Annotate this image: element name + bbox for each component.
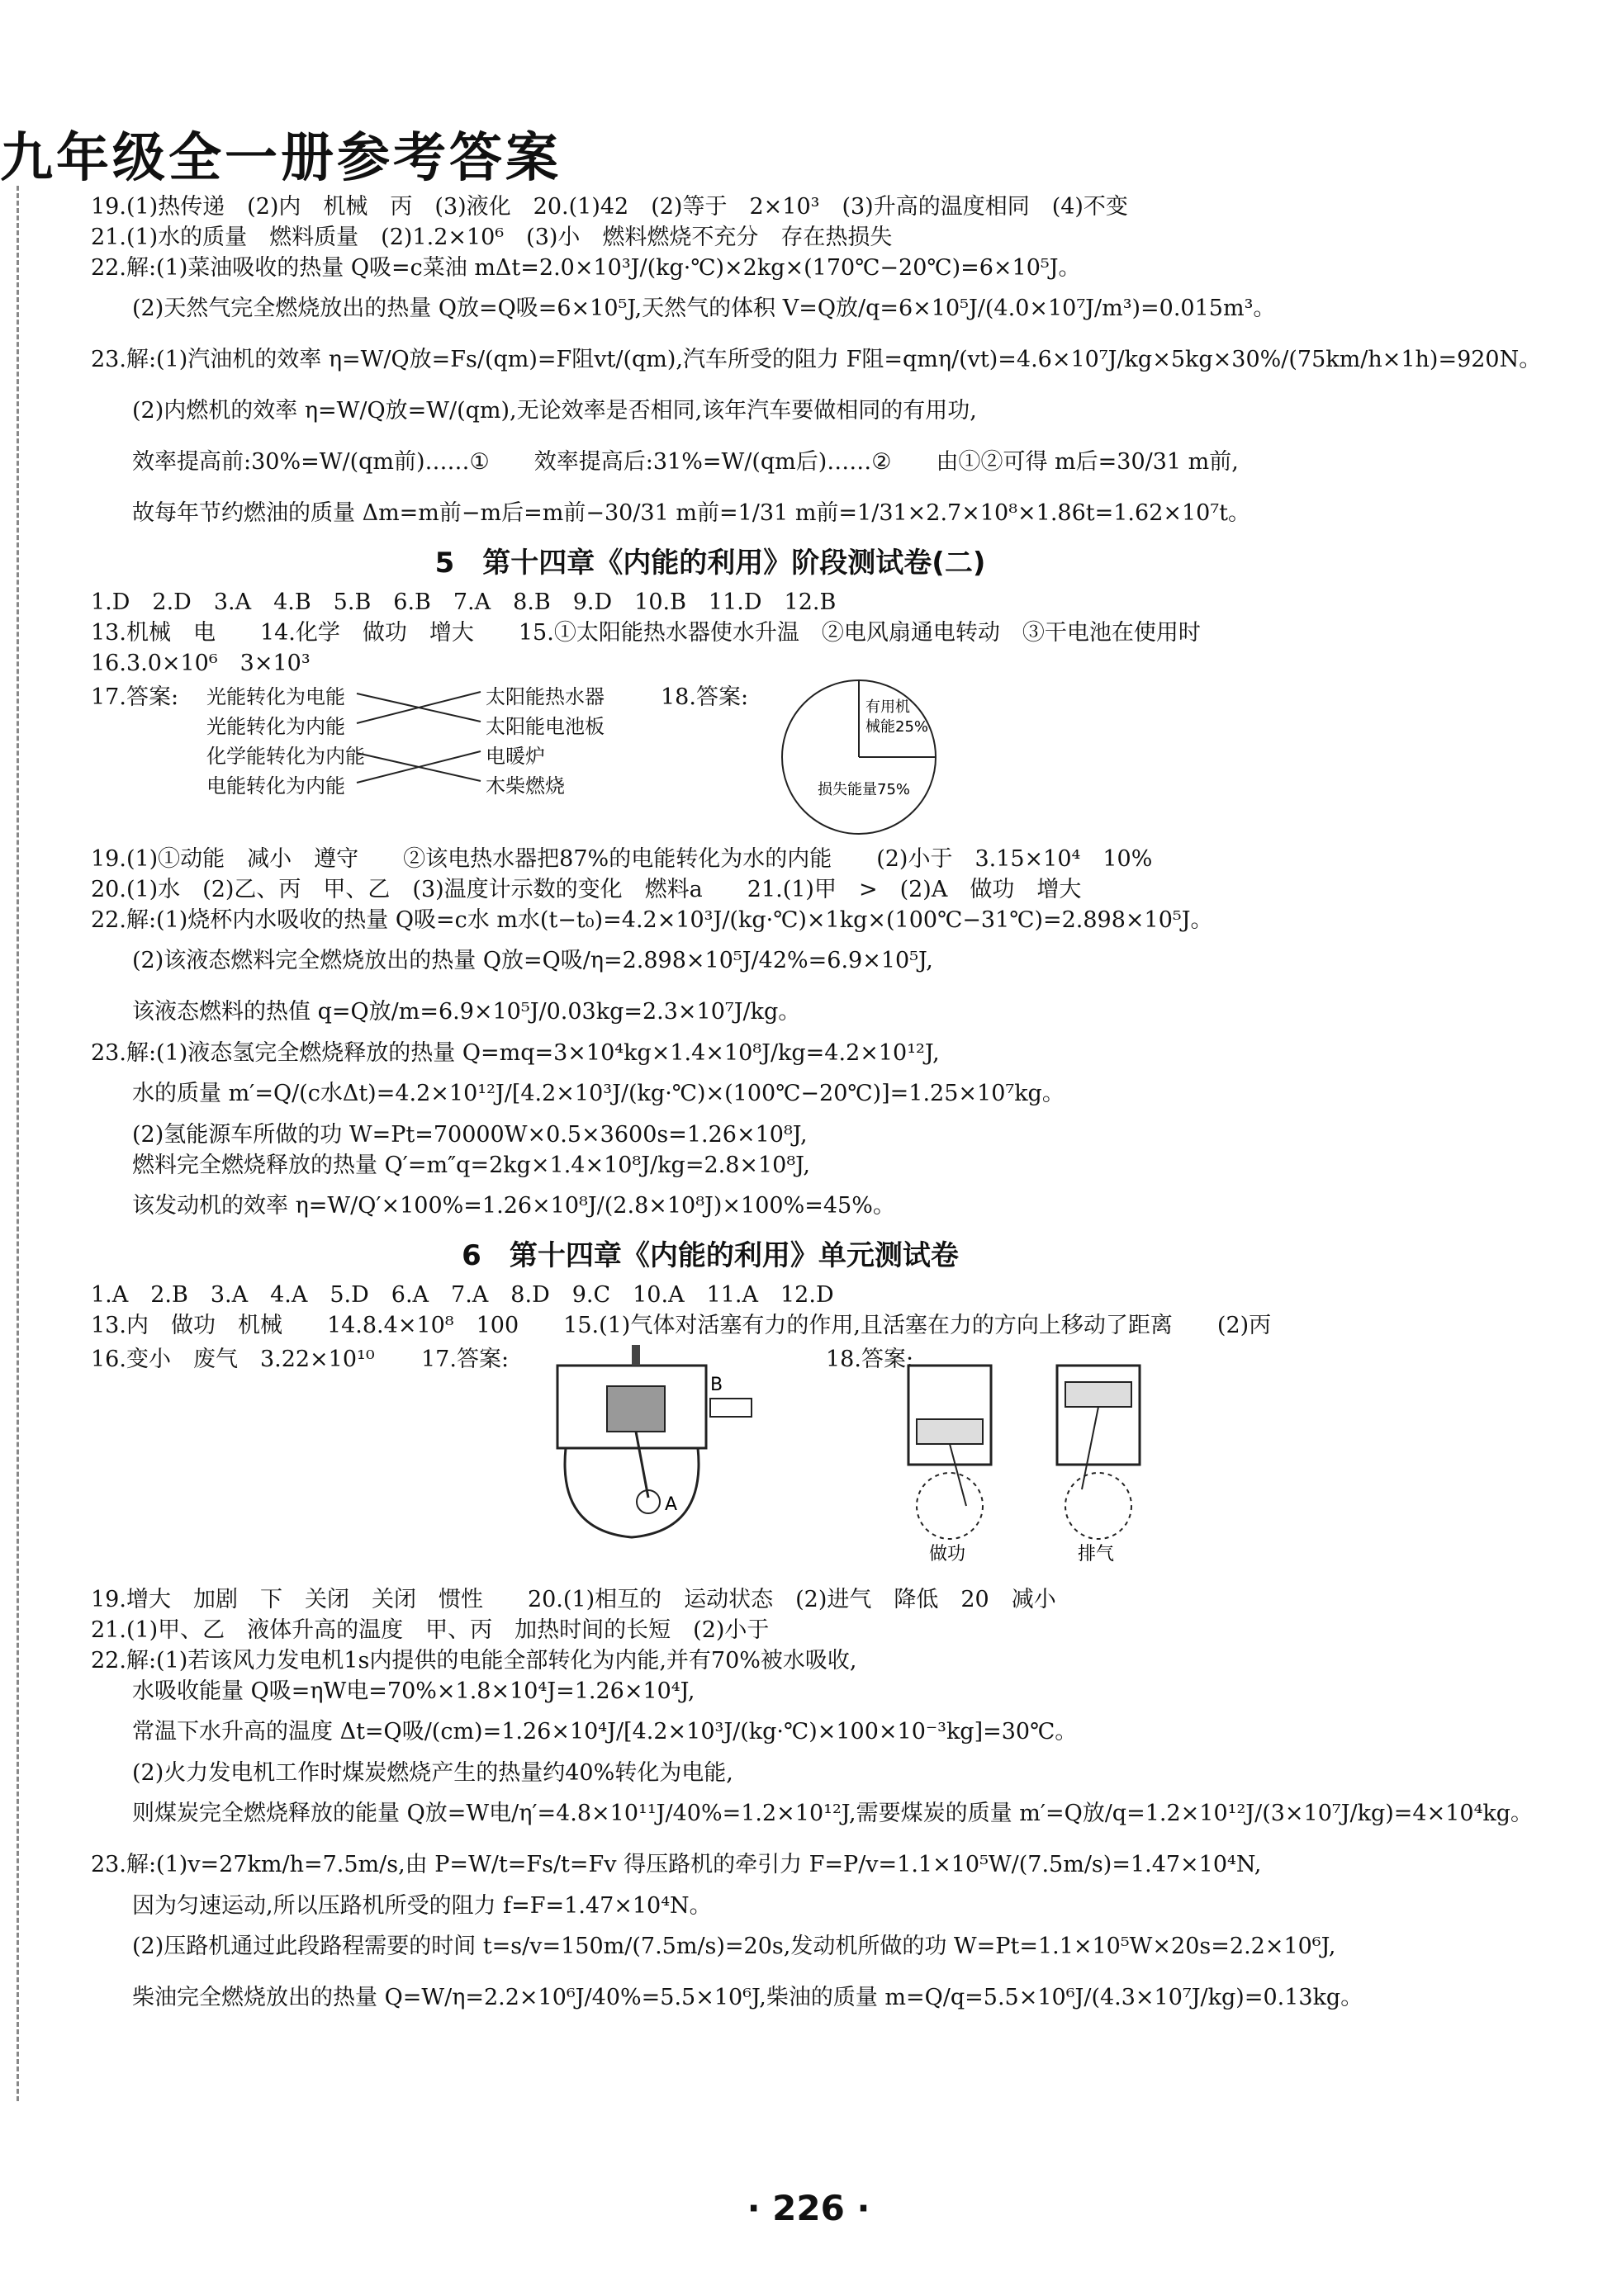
answer-line: 水吸收能量 Q吸=ηW电=70%×1.8×10⁴J=1.26×10⁴J, [132,1678,695,1704]
q17-right-item: 太阳能热水器 [486,685,605,708]
figure-row-q17-q18 [91,679,1577,844]
power-stroke [908,1366,991,1565]
answer-line: 故每年节约燃油的质量 Δm=m前−m后=m前−30/31 m前=1/31 m前=1/31×2.7×10⁸×1.86t=1.62×10⁷t。 [132,500,1251,526]
connecting-rod [636,1432,648,1498]
answer-line: 19.(1)热传递 (2)内 机械 丙 (3)液化 20.(1)42 (2)等于 2×10³ (3)升高的温度相同 (4)不变 [91,194,1128,220]
section-title: 6 第十四章《内能的利用》单元测试卷 [462,1239,959,1272]
q18-pie-chart [760,679,974,844]
q17-right-item: 电暖炉 [486,745,545,768]
answer-line: 23.解:(1)汽油机的效率 η=W/Q放=Fs/(qm)=F阻vt/(qm),汽车所受的阻力 F阻=qmη/(vt)=4.6×10⁷J/kg×5kg×30%/(75km/h×1h)=920N。 [91,347,1542,372]
answer-line: 19.(1)①动能 减小 遵守 ②该电热水器把87%的电能转化为水的内能 (2)小于 3.15×10⁴ 10% [91,846,1153,872]
answer-line: 1.D 2.D 3.A 4.B 5.B 6.B 7.A 8.B 9.D 10.B 11.D 12.B [91,589,837,615]
answer-line: 13.机械 电 14.化学 做功 增大 15.①太阳能热水器使水升温 ②电风扇通电转动 ③干电池在使用时 [91,620,1201,646]
answer-line: (2)该液态燃料完全燃烧放出的热量 Q放=Q吸/η=2.898×10⁵J/42%=6.9×10⁵J, [132,948,933,973]
mark-b: B [710,1375,723,1395]
answer-line: 22.解:(1)菜油吸收的热量 Q吸=c菜油 mΔt=2.0×10³J/(kg·℃)×2kg×(170℃−20℃)=6×10⁵J。 [91,255,1081,281]
caption-exhaust: 排气 [1078,1544,1115,1565]
answer-line: 23.解:(1)液态氢完全燃烧释放的热量 Q=mq=3×10⁴kg×1.4×10⁸J/kg=4.2×10¹²J, [91,1040,940,1066]
q17-left-item: 光能转化为内能 [206,715,345,738]
spark-plug [632,1345,640,1366]
answer-line: 该液态燃料的热值 q=Q放/m=6.9×10⁵J/0.03kg=2.3×10⁷J/kg。 [132,999,801,1025]
answer-line: 因为匀速运动,所以压路机所受的阻力 f=F=1.47×10⁴N。 [132,1893,712,1919]
engine-strokes-diagram [884,1341,1164,1584]
caption-power: 做功 [929,1544,966,1565]
q18b-label: 18.答案: [826,1347,914,1372]
crankcase [565,1448,699,1537]
q17-left-item: 电能转化为内能 [206,774,345,798]
answer-line: 22.解:(1)烧杯内水吸收的热量 Q吸=c水 m水(t−t₀)=4.2×10³J/(kg·℃)×1kg×(100℃−31℃)=2.898×10⁵J。 [91,907,1213,933]
answer-line: 21.(1)甲、乙 液体升高的温度 甲、丙 加热时间的长短 (2)小于 [91,1617,770,1643]
answer-line: 1.A 2.B 3.A 4.A 5.D 6.A 7.A 8.D 9.C 10.A 11.A 12.D [91,1282,834,1308]
answer-line: 效率提高前:30%=W/(qm前)……① 效率提高后:31%=W/(qm后)……② 由①②可得 m后=30/31 m前, [132,449,1239,475]
pie-slice-label-useful: 有用机械能25% [865,698,929,736]
piston [607,1386,665,1432]
answer-line: (2)火力发电机工作时煤炭燃烧产生的热量约40%转化为电能, [132,1760,733,1786]
answer-line: 19.增大 加剧 下 关闭 关闭 惯性 20.(1)相互的 运动状态 (2)进气 降低 20 减小 [91,1587,1056,1612]
exhaust-stroke [1057,1366,1140,1565]
mark-a: A [665,1494,678,1515]
answer-line: 22.解:(1)若该风力发电机1s内提供的电能全部转化为内能,并有70%被水吸收, [91,1648,857,1673]
answer-line: 则煤炭完全燃烧释放的能量 Q放=W电/η′=4.8×10¹¹J/40%=1.2×10¹²J,需要煤炭的质量 m′=Q放/q=1.2×10¹²J/(3×10⁷J/kg)=4×10⁴kg。 [132,1801,1534,1826]
answer-line: (2)氢能源车所做的功 W=Pt=70000W×0.5×3600s=1.26×10⁸J, [132,1122,808,1148]
match-line [357,692,481,723]
answer-line: 20.(1)水 (2)乙、丙 甲、乙 (3)温度计示数的变化 燃料a 21.(1)甲 > (2)A 做功 增大 [91,877,1082,902]
answer-line: 23.解:(1)v=27km/h=7.5m/s,由 P=W/t=Fs/t=Fv 得压路机的牵引力 F=P/v=1.1×10⁵W/(7.5m/s)=1.47×10⁴N, [91,1852,1262,1877]
q17-left-item: 化学能转化为内能 [206,745,365,768]
q17-left-item: 光能转化为电能 [206,685,345,708]
pie-slice-label-loss: 损失能量75% [818,781,911,798]
answer-body [91,192,1577,2024]
q17-right-item: 太阳能电池板 [486,715,605,738]
section-title: 5 第十四章《内能的利用》阶段测试卷(二) [434,547,986,580]
answer-line: 16.3.0×10⁶ 3×10³ [91,651,311,676]
page-number: · 226 · [747,2188,870,2228]
answer-line: (2)内燃机的效率 η=W/Q放=W/(qm),无论效率是否相同,该年汽车要做相同的有用功, [132,398,977,424]
q17-label: 17.答案: [91,684,179,710]
answer-line: 该发动机的效率 η=W/Q′×100%=1.26×10⁸J/(2.8×10⁸J)×100%=45%。 [132,1193,895,1219]
q18-label: 18.答案: [661,684,749,710]
answer-line: 常温下水升高的温度 Δt=Q吸/(cm)=1.26×10⁴J/[4.2×10³J/(kg·℃)×100×10⁻³kg]=30℃。 [132,1719,1078,1744]
figure-row-engine [91,1341,1577,1584]
answer-line: 21.(1)水的质量 燃料质量 (2)1.2×10⁶ (3)小 燃料燃烧不充分 存在热损失 [91,225,893,250]
q17b-label: 17.答案: [421,1347,510,1372]
answer-line: 水的质量 m′=Q/(c水Δt)=4.2×10¹²J/[4.2×10³J/(kg·℃)×(100℃−20℃)]=1.25×10⁷kg。 [132,1081,1065,1106]
margin-divider [17,186,22,2101]
match-line [357,751,481,783]
q17-right-item: 木柴燃烧 [486,774,565,798]
answer-line: (2)天然气完全燃烧放出的热量 Q放=Q吸=6×10⁵J,天然气的体积 V=Q放/q=6×10⁵J/(4.0×10⁷J/m³)=0.015m³。 [132,296,1276,321]
answer-line: 燃料完全燃烧释放的热量 Q′=m″q=2kg×1.4×10⁸J/kg=2.8×10⁸J, [132,1153,811,1178]
answer-line: 柴油完全燃烧放出的热量 Q=W/η=2.2×10⁶J/40%=5.5×10⁶J,柴油的质量 m=Q/q=5.5×10⁶J/(4.3×10⁷J/kg)=0.13kg。 [132,1985,1363,2010]
answer-line: 16.变小 废气 3.22×10¹⁰ [91,1347,375,1372]
page-header: 九年级全一册参考答案 [0,128,562,189]
exhaust-arrow [710,1399,752,1417]
engine-cutaway-diagram [549,1341,764,1547]
answer-line: (2)压路机通过此段路程需要的时间 t=s/v=150m/(7.5m/s)=20s,发动机所做的功 W=Pt=1.1×10⁵W×20s=2.2×10⁶J, [132,1934,1336,1959]
answer-line: 13.内 做功 机械 14.8.4×10⁸ 100 15.(1)气体对活塞有力的作用,且活塞在力的方向上移动了距离 (2)丙 [91,1313,1272,1338]
